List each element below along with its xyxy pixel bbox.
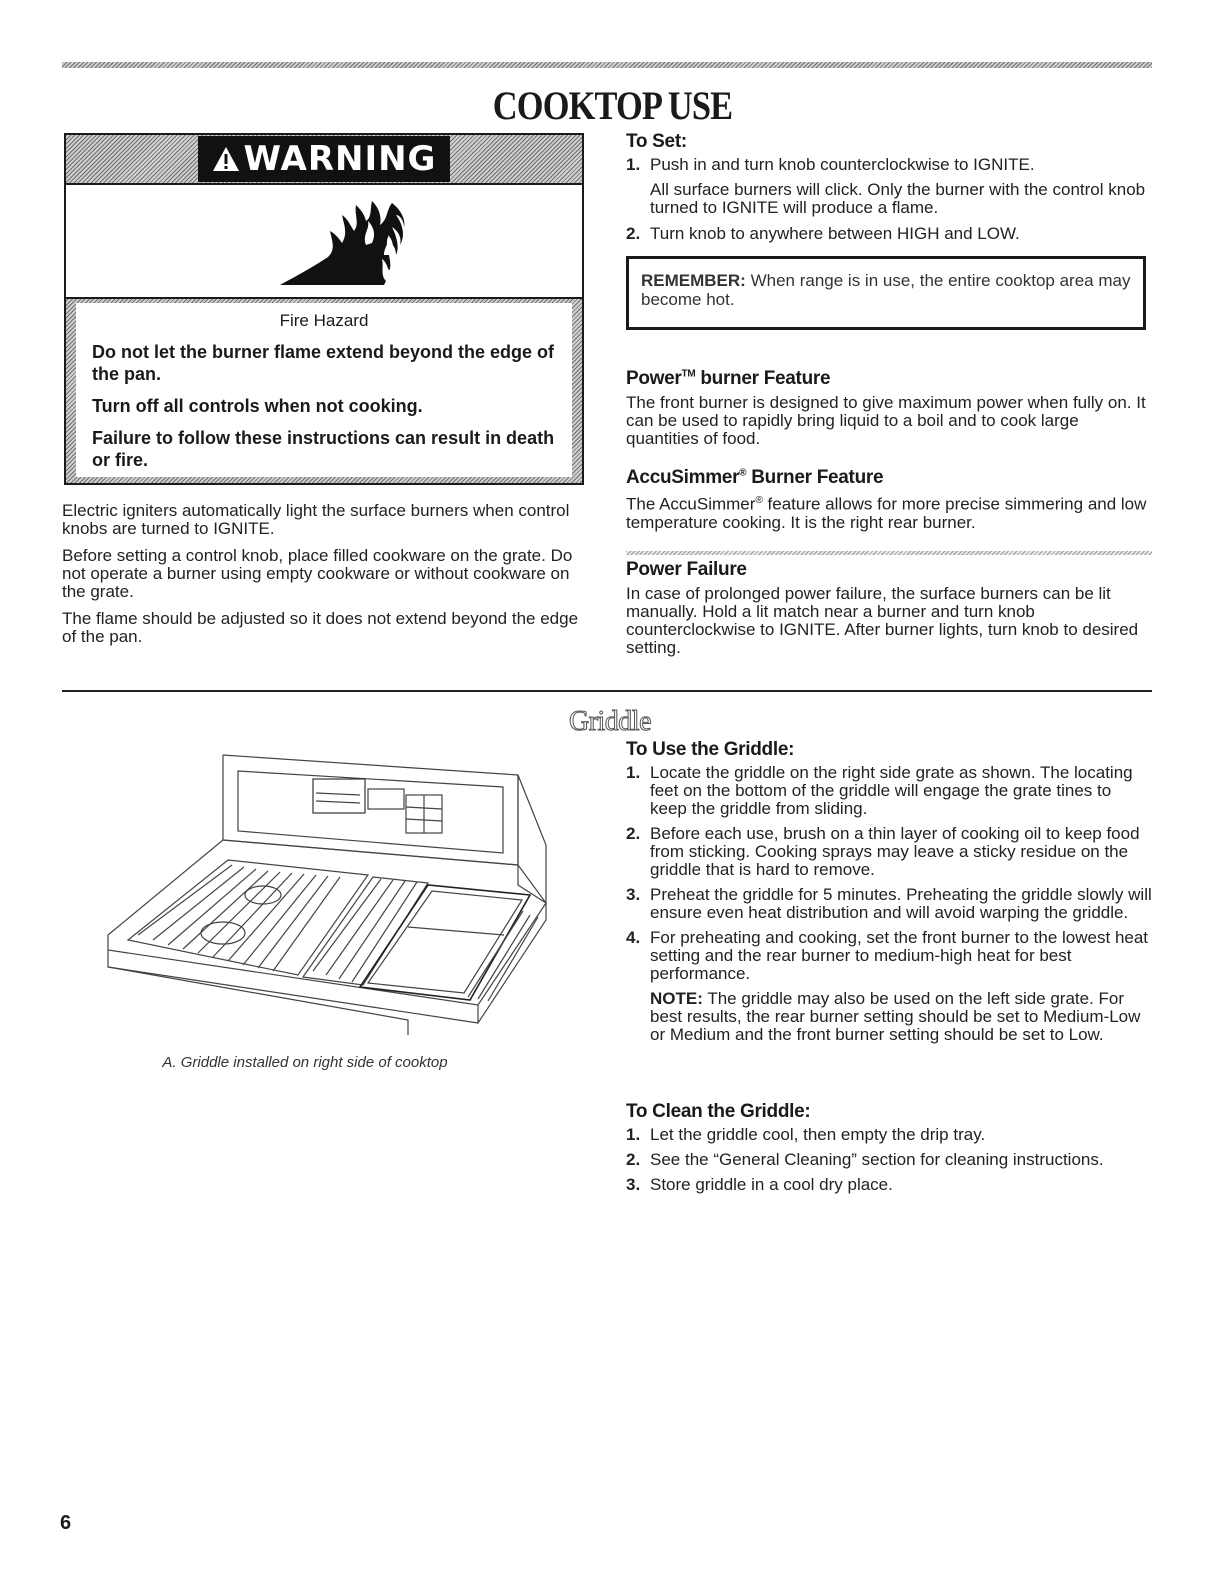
step-item: 1. Let the griddle cool, then empty the drip tray. — [626, 1125, 986, 1144]
paragraph: The flame should be adjusted so it does not extend beyond the edge of the pan. — [62, 609, 579, 646]
step-item: 1. Push in and turn knob counterclockwise to IGNITE. — [626, 155, 1035, 174]
fire-icon — [66, 185, 582, 295]
warning-triangle-icon — [212, 145, 240, 173]
step-item: 2. Before each use, brush on a thin layer of cooking oil to keep food from sticking. Cooking sprays may leave a sticky residue on the griddle that is hard to remove. — [626, 824, 1140, 879]
step-item: 2. See the “General Cleaning” section for cleaning instructions. — [626, 1150, 1104, 1169]
warning-text-area — [66, 297, 582, 483]
note-text: The griddle may also be used on the left side grate. For best results, the rear burner setting should be set to Medium-Low or Medium and the front burner setting should be set to Low. — [650, 989, 1141, 1044]
warning-line: Failure to follow these instructions can result in death or fire. — [92, 428, 555, 470]
power-failure-text: In case of prolonged power failure, the surface burners can be lit manually. Hold a lit match near a burner and turn knob counterclockwise to IGNITE. After burner lights, turn knob to desired setting. — [626, 584, 1139, 657]
step-item: 4. For preheating and cooking, set the front burner to the lowest heat setting and the rear burner to medium-high heat for best performance. — [626, 928, 1149, 983]
remember-label: REMEMBER: — [641, 271, 746, 290]
griddle-title: Griddle — [568, 706, 652, 737]
warning-line: Do not let the burner flame extend beyond the edge of the pan. — [92, 342, 555, 384]
use-griddle-steps — [626, 764, 1152, 1052]
remember-box — [626, 256, 1146, 330]
griddle-illustration — [98, 735, 558, 1035]
step-item: 3. Preheat the griddle for 5 minutes. Preheating the griddle slowly will ensure even heat distribution and will avoid warping the griddle. — [626, 885, 1152, 922]
page-number: 6 — [60, 1512, 72, 1534]
section-rule — [62, 690, 1152, 692]
step-item: 2. Turn knob to anywhere between HIGH and LOW. — [626, 224, 1020, 243]
clean-griddle-heading: To Clean the Griddle: — [626, 1101, 811, 1122]
use-griddle-heading: To Use the Griddle: — [626, 739, 795, 760]
power-burner-heading: Power™ burner Feature — [626, 368, 831, 389]
power-burner-text: The front burner is designed to give maximum power when fully on. It can be used to rapidly bring liquid to a boil and to cook large quantities of food. — [626, 393, 1146, 448]
note-label: NOTE: — [650, 989, 703, 1008]
hazard-title: Fire Hazard — [279, 311, 369, 330]
note — [650, 990, 1152, 1044]
page-title: COOKTOP USE — [492, 83, 733, 128]
step-subtext: All surface burners will click. Only the burner with the control knob turned to IGNITE will produce a flame. — [650, 180, 1146, 217]
section-divider — [626, 551, 1152, 555]
range-with-griddle-image — [98, 735, 558, 1035]
to-set-steps — [626, 156, 1152, 250]
accusimmer-text: The AccuSimmer® feature allows for more precise simmering and low temperature cooking. It is the right rear burner. — [626, 494, 1147, 532]
paragraph: Electric igniters automatically light the surface burners when control knobs are turned to IGNITE. — [62, 501, 570, 538]
accusimmer-heading: AccuSimmer® Burner Feature — [626, 467, 884, 488]
warning-line: Turn off all controls when not cooking. — [92, 396, 423, 416]
left-body-text — [62, 502, 582, 655]
step-item: 1. Locate the griddle on the right side grate as shown. The locating feet on the bottom of the griddle will engage the grate tines to keep the griddle from sliding. — [626, 763, 1133, 818]
top-decorative-rule — [62, 62, 1152, 68]
warning-box — [64, 133, 584, 485]
remember-text: When range is in use, the entire cooktop area may become hot. — [641, 271, 1131, 309]
fire-pictogram — [66, 183, 582, 299]
paragraph: Before setting a control knob, place filled cookware on the grate. Do not operate a burner using empty cookware or without cookware on the grate. — [62, 546, 573, 601]
warning-header — [66, 135, 582, 183]
warning-label: WARNING — [243, 139, 437, 179]
power-failure-heading: Power Failure — [626, 559, 747, 580]
clean-griddle-steps — [626, 1126, 1152, 1201]
step-item: 3. Store griddle in a cool dry place. — [626, 1175, 893, 1194]
figure-caption: A. Griddle installed on right side of cooktop — [162, 1054, 448, 1071]
to-set-heading: To Set: — [626, 131, 687, 152]
